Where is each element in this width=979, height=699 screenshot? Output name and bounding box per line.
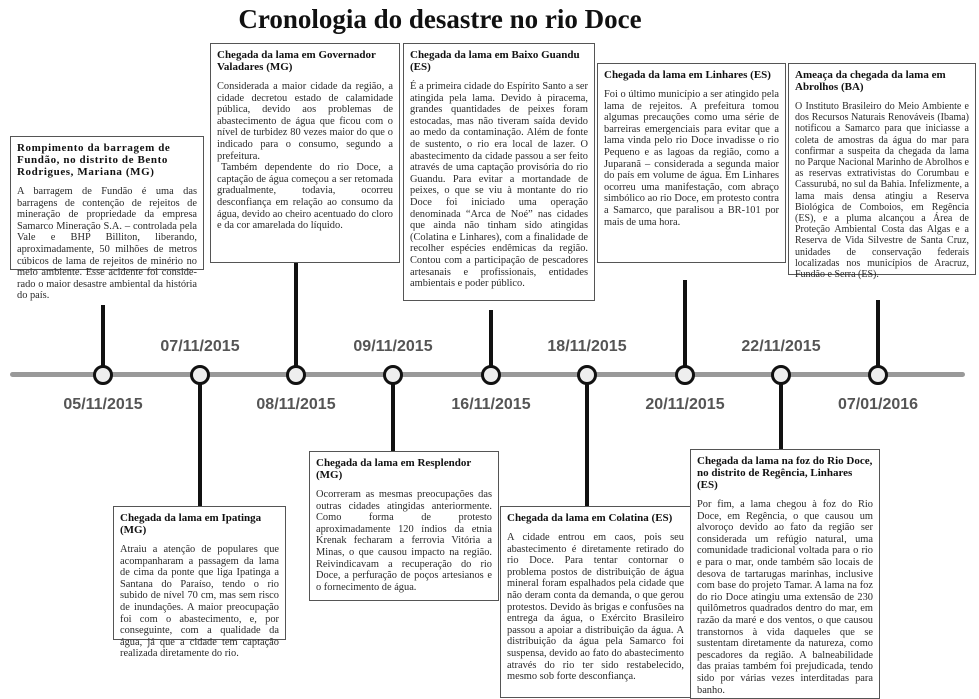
event-box-regencia: [690, 449, 880, 699]
event-title: Ameaça da chegada da lama em Abrolhos (BA): [795, 69, 946, 93]
stem-08-11: [294, 255, 298, 373]
date-label: 07/01/2016: [837, 396, 919, 413]
timeline-node-05-11: [93, 365, 113, 385]
stem-20-11: [683, 280, 687, 373]
stem-22-11: [779, 376, 783, 449]
stem-05-11: [101, 305, 105, 373]
timeline-node-22-11: [771, 365, 791, 385]
date-label: 05/11/2015: [63, 396, 143, 413]
stem-09-11: [391, 376, 395, 451]
date-label: 20/11/2015: [645, 396, 725, 413]
timeline-node-09-11: [383, 365, 403, 385]
event-title: Chegada da lama em Colatina (ES): [507, 512, 673, 524]
event-text: A barragem de Fundão é uma das barragens de contenção de rejeitos de mineração de propriedade da empresa Samarco Mineração S.A. – controlada pela Vale e BHP Billiton, liberando, aproximadamente, 50 milhões de metros cúbicos de lama de rejeitos de minério no meio ambiente. Esse acidente foi conside-rado o maior desastre ambiental da história do país.: [17, 186, 197, 302]
stem-07-11: [198, 376, 202, 506]
date-label: 16/11/2015: [451, 396, 531, 413]
date-label: 18/11/2015: [547, 338, 627, 355]
event-box-fundao: [10, 136, 204, 302]
event-text: Atraiu a atenção de populares que acompanharam a passagem da lama de cima da ponte que liga Ipatinga a Santana do Paraíso, tendo o rio subido de nível 70 cm, mas sem risco de inundações. A maior preocupação foi com o abastecimento, e, por conseguinte, com a qualidade da água, já que a cidade tem captação realizada diretamente do rio.: [120, 544, 279, 660]
timeline-node-16-11: [481, 365, 501, 385]
event-text: A cidade entrou em caos, pois seu abastecimento é diretamente retirado do rio Doce. Para tentar contornar o problema postos de distribuição de água mineral foram espalhados pela cidade que não deram conta da demanda, o que gerou protestos. Devido às brigas e confusões na entrega da água, o Exército Brasileiro passou a apoiar a distribuição da água. A distribuição da água pela Samarco foi suspensa, devido ao fato do abastecimento através do rio ter sido restabelecido, mesmo sob forte desconfiança.: [507, 532, 684, 683]
event-title: Chegada da lama em Resplendor (MG): [316, 457, 472, 481]
event-text: O Instituto Brasileiro do Meio Ambiente e dos Recursos Naturais Renováveis (Ibama) notificou a Samarco para que iniciasse a coleta de amostras da água do mar para confirmar a suspeita da chegada da lama no Parque Nacional Marinho de Abrolhos e as reservas extrativistas do Corumbau e Cassurubá, no sul da Bahia. Infelizmente, a lama mais densa atingiu a Reserva Biológica de Comboios, em Regência (ES), e a pluma alcançou a Área de Proteção Ambiental Costa das Algas e a Reserva de Vida Silvestre de Santa Cruz, unidades de conservação federais localizadas nos municípios de Aracruz, Fundão e Serra (ES).: [795, 101, 969, 281]
event-box-abrolhos: [788, 63, 976, 281]
event-text: Por fim, a lama chegou à foz do Rio Doce, em Regência, o que causou um alvoroço devido ao fato da região ser considerada um refúgio natural, uma comunidade tradicional voltada para o rio e para o mar, onde também são locais de desova de tartarugas marinhas, inclusive com base do projeto Tamar. A lama na foz do rio Doce atingiu uma extensão de 230 quilômetros quadrados dentro do mar, em razão da maré e dos ventos, o que causou transtornos à vida daqueles que se sustentam diretamente da natureza, como pescadores da região. A balneabilidade das praias também foi prejudicada, tendo sido por várias vezes interditadas para banho.: [697, 499, 873, 696]
event-text: Ocorreram as mesmas preocupações das outras cidades atingidas anteriormente. Como forma de protesto aproximadamente 120 índios da etnia Krenak fecharam a ferrovia Vitória a Minas, o que causou impacto na região. Reivindicavam a recuperação do rio Doce, a perfuração de poços artesianos e o fornecimento de água.: [316, 489, 492, 593]
event-title: Chegada da lama na foz do Rio Doce, no distrito de Regência, Linhares (ES): [697, 455, 873, 491]
event-text-2: Também dependente do rio Doce, a captação de água começou a ser retomada gradualmente, todavia, ocorreu desconfiança em relação ao consumo da água, devido ao cheiro acentuado do cloro e da cor amarelada do líquido.: [217, 162, 393, 232]
timeline-node-18-11: [577, 365, 597, 385]
date-label: 22/11/2015: [741, 338, 821, 355]
stem-07-01: [876, 300, 880, 373]
date-label: 08/11/2015: [256, 396, 336, 413]
event-title: Chegada da lama em Ipatinga (MG): [120, 512, 262, 536]
page-title: Cronologia do desastre no rio Doce: [238, 4, 642, 34]
stem-18-11: [585, 376, 589, 506]
event-box-ipatinga: [113, 506, 286, 660]
event-title: Rompimento da barragem de Fundão, no distrito de Bento Rodrigues, Mariana (MG): [17, 142, 171, 178]
event-title: Chegada da lama em Linhares (ES): [604, 69, 771, 81]
date-label: 07/11/2015: [160, 338, 240, 355]
event-text: Considerada a maior cidade da região, a cidade decretou estado de calamidade pública, devido aos problemas de abastecimento de água que ficou com o nível de turbidez 80 vezes maior do que o indicado para o consumo, segundo a prefeitura.: [217, 81, 393, 162]
event-box-governador-valadares: [210, 43, 400, 263]
timeline-node-07-11: [190, 365, 210, 385]
event-box-baixo-guandu: [403, 43, 595, 301]
event-title: Chegada da lama em Governador Valadares (MG): [217, 49, 376, 73]
event-title: Chegada da lama em Baixo Guandu (ES): [410, 49, 580, 73]
timeline-node-08-11: [286, 365, 306, 385]
date-label: 09/11/2015: [353, 338, 433, 355]
timeline-node-07-01: [868, 365, 888, 385]
event-box-linhares: [597, 63, 786, 263]
event-box-colatina: [500, 506, 691, 698]
event-text: É a primeira cidade do Espírito Santo a ser atingida pela lama. Devido à piracema, grandes quantidades de peixes foram estocadas, mas não tiveram saída devido ao medo da contaminação. Além de fonte de sustento, o rio era local de lazer. O abastecimento da cidade passou a ser feito através de uma captação provisória do rio Guandu. Para evitar a mortandade de peixes, o que se viu à montante do rio Doce foi iniciado uma operação denominada “Arca de Noé” nas cidades que ainda não tinham sido atingidas (Colatina e Linhares), com a finalidade de recolher espécies endêmicas da região. Contou com a participação de pescadores artesanais e profissionais, entidades ambientais e poder público.: [410, 81, 588, 290]
stem-16-11: [489, 310, 493, 373]
event-box-resplendor: [309, 451, 499, 601]
timeline-node-20-11: [675, 365, 695, 385]
event-text: Foi o último município a ser atingido pela lama de rejeitos. A prefeitura tomou algumas precauções como uma série de barreiras emergenciais para evitar que a lama vinda pelo rio Doce invadisse o rio Pequeno e as lagoas da região, como a Juparanã – considerada a segunda maior do país em volume de água. Em Linhares ocorreu uma manifestação, com abraço simbólico ao rio Doce, em protesto contra a Samarco, que paralisou a BR-101 por mais de uma hora.: [604, 89, 779, 228]
